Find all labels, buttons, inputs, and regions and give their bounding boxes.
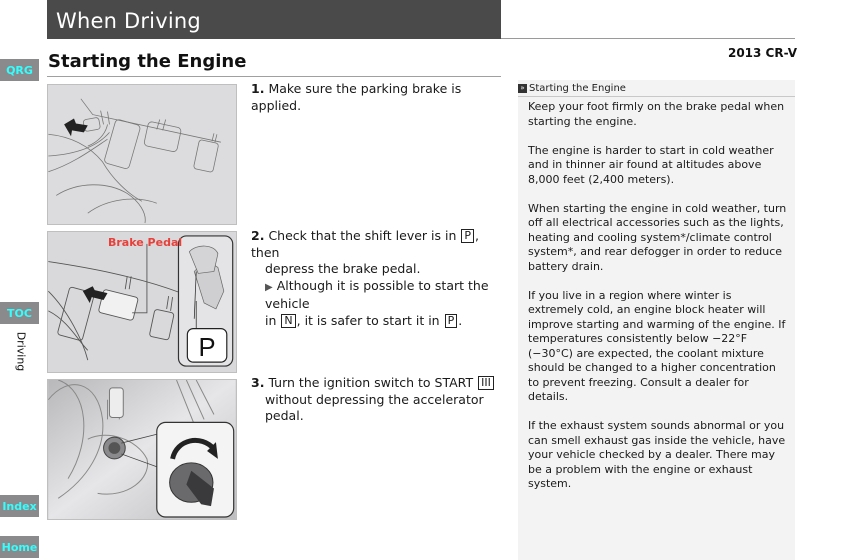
chapter-side-tab[interactable] — [7, 328, 37, 378]
step-2-note-d: . — [458, 312, 463, 328]
toc-button[interactable]: TOC — [0, 302, 39, 324]
chapter-side-tab-label: Driving — [14, 331, 28, 372]
info-panel — [518, 80, 795, 560]
step-2-note — [251, 278, 511, 313]
qrg-button[interactable]: QRG — [0, 59, 39, 81]
index-button[interactable]: Index — [0, 495, 39, 517]
gear-p-label: P — [198, 334, 216, 363]
step-2-text-b: , then — [251, 228, 479, 260]
step-3-text-a: Turn the ignition switch to START — [268, 375, 474, 390]
step-2-line-2: depress the brake pedal. — [265, 261, 421, 276]
brake-pedal-shift-lever-illustration — [47, 231, 237, 373]
gear-key-n: N — [281, 314, 295, 328]
step-2 — [251, 228, 511, 329]
title-divider — [47, 76, 501, 77]
info-paragraph: Keep your foot firmly on the brake pedal when starting the engine. — [528, 100, 785, 128]
double-chevron-right-icon: » — [518, 84, 527, 93]
info-paragraph: When starting the engine in cold weather, turn off all electrical accessories such as the lights, heating and cooling system*/climate control system*, and rear defogger in order to reduce battery drain. — [528, 201, 787, 273]
step-1-text: Make sure the parking brake is applied. — [251, 81, 462, 113]
step-3-line-2: without depressing the accelerator pedal. — [265, 391, 484, 423]
info-paragraph: The engine is harder to start in cold weather and in thinner air found at altitudes above 8,000 feet (2,400 meters). — [528, 143, 774, 186]
model-label: 2013 CR-V — [727, 46, 797, 60]
info-panel-body — [518, 97, 795, 492]
gear-key-p-2: P — [445, 314, 458, 328]
step-1 — [251, 81, 511, 114]
info-panel-heading[interactable] — [518, 80, 795, 97]
info-paragraph: If you live in a region where winter is extremely cold, an engine block heater will improve starting and warming of the engine. If temperatures consistently below −22°F (−30°C) are expected, the coolant mixture should be changed to a higher concentration to prevent freezing. Consult a dealer for details. — [528, 288, 786, 403]
step-3-number: 3. — [251, 375, 265, 390]
header-divider — [501, 38, 795, 39]
brake-pedal-callout: Brake Pedal — [108, 236, 183, 249]
brake-pedal-drawing-icon — [48, 232, 236, 372]
step-2-note-a: Although it is possible to start the vehicle — [265, 277, 489, 311]
step-2-note-line-2 — [251, 313, 511, 330]
step-2-note-b: in — [265, 312, 277, 328]
pedals-drawing-icon — [48, 85, 236, 224]
note-triangle-icon: ▶ — [265, 281, 273, 293]
chapter-header-bar — [47, 0, 501, 39]
page-title: Starting the Engine — [48, 51, 247, 72]
gear-key-p: P — [461, 229, 474, 243]
parking-brake-illustration — [47, 84, 237, 225]
ignition-drawing-icon — [48, 380, 236, 519]
step-2-number: 2. — [251, 228, 265, 243]
home-button[interactable]: Home — [0, 536, 39, 558]
step-1-number: 1. — [251, 81, 265, 96]
info-paragraph: If the exhaust system sounds abnormal or you can smell exhaust gas inside the vehicle, have your vehicle checked by a dealer. There may be a problem with the engine or exhaust system. — [528, 419, 786, 490]
step-3 — [251, 375, 511, 425]
chapter-title: When Driving — [56, 9, 201, 33]
step-2-note-c: , it is safer to start it in — [296, 312, 440, 328]
step-2-text-a: Check that the shift lever is in — [268, 228, 457, 243]
ignition-key-start: III — [478, 376, 494, 390]
ignition-switch-illustration — [47, 379, 237, 520]
info-panel-heading-text: Starting the Engine — [529, 82, 626, 94]
